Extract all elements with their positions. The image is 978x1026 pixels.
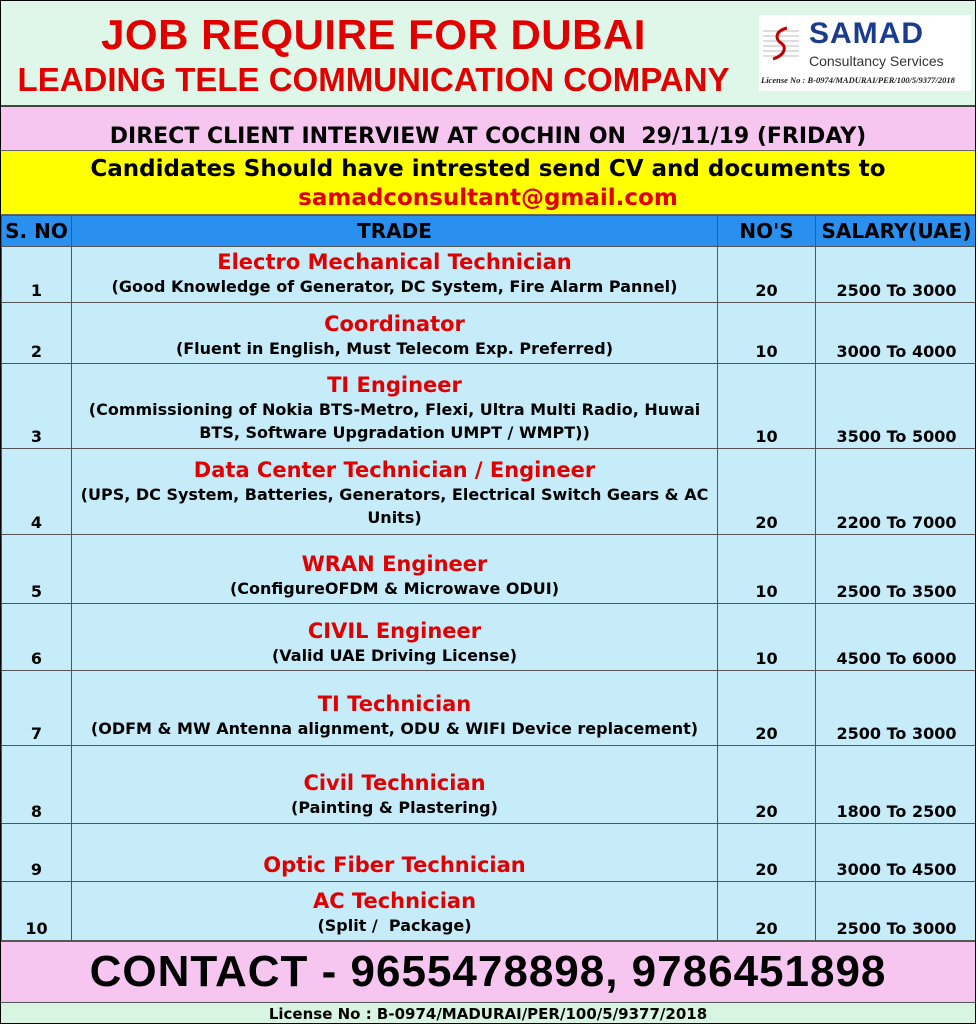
- row-sno: 10: [2, 882, 72, 941]
- job-title: Optic Fiber Technician: [263, 853, 526, 877]
- table-row: [2, 604, 977, 671]
- row-salary: 2200 To 7000: [816, 449, 977, 535]
- table-row: [2, 303, 977, 364]
- row-sno: 5: [2, 535, 72, 604]
- row-sno: 1: [2, 247, 72, 303]
- row-trade: [72, 604, 718, 671]
- interview-banner: [1, 107, 975, 151]
- row-salary: 3000 To 4000: [816, 303, 977, 364]
- row-nos: 20: [718, 449, 816, 535]
- job-desc: (Painting & Plastering): [291, 798, 498, 817]
- table-row: [2, 746, 977, 824]
- col-header-salary: SALARY(UAE): [816, 216, 977, 247]
- job-title: Civil Technician: [303, 771, 486, 795]
- job-title: TI Engineer: [327, 373, 462, 397]
- job-title: TI Technician: [317, 692, 472, 716]
- row-salary: 2500 To 3000: [816, 882, 977, 941]
- poster-title: JOB REQUIRE FOR DUBAI: [101, 11, 646, 58]
- job-title: Coordinator: [324, 312, 465, 336]
- apply-text: Candidates Should have intrested send CV and documents to: [90, 156, 886, 182]
- row-sno: 8: [2, 746, 72, 824]
- apply-banner: [1, 151, 975, 215]
- job-title: WRAN Engineer: [301, 552, 488, 576]
- table-row: [2, 535, 977, 604]
- row-nos: 20: [718, 247, 816, 303]
- col-header-sno: S. NO: [2, 216, 72, 247]
- job-desc: (ODFM & MW Antenna alignment, ODU & WIFI Device replacement): [90, 719, 699, 738]
- job-desc: (ConfigureOFDM & Microwave ODUI): [229, 579, 560, 598]
- logo-name: SAMAD: [809, 17, 924, 50]
- poster-subtitle: LEADING TELE COMMUNICATION COMPANY: [17, 61, 730, 98]
- job-desc: (Valid UAE Driving License): [271, 646, 518, 665]
- job-desc: (Split / Package): [317, 916, 472, 935]
- row-sno: 4: [2, 449, 72, 535]
- table-row: [2, 671, 977, 746]
- row-salary: 3500 To 5000: [816, 364, 977, 449]
- table-row: [2, 364, 977, 449]
- logo-license: License No : B-0974/MADURAI/PER/100/5/9377/2018: [761, 75, 955, 85]
- row-sno: 3: [2, 364, 72, 449]
- table-row: [2, 449, 977, 535]
- table-header-row: [2, 216, 977, 247]
- job-title: AC Technician: [312, 889, 477, 913]
- row-nos: 10: [718, 604, 816, 671]
- jobs-table: [1, 215, 976, 941]
- col-header-nos: NO'S: [718, 216, 816, 247]
- job-desc: (Commissioning of Nokia BTS-Metro, Flexi, Ultra Multi Radio, Huwai BTS, Software Upgradation UMPT / WMPT)): [88, 400, 701, 442]
- row-salary: 4500 To 6000: [816, 604, 977, 671]
- row-sno: 9: [2, 824, 72, 882]
- row-trade: [72, 824, 718, 882]
- row-trade: [72, 247, 718, 303]
- samad-logo-icon: [761, 23, 801, 63]
- row-trade: [72, 746, 718, 824]
- row-sno: 2: [2, 303, 72, 364]
- footer-license: License No : B-0974/MADURAI/PER/100/5/9377/2018: [1, 1002, 975, 1024]
- row-salary: 2500 To 3500: [816, 535, 977, 604]
- job-title: Data Center Technician / Engineer: [193, 458, 596, 482]
- contact-banner[interactable]: CONTACT - 9655478898, 9786451898: [1, 941, 975, 1002]
- row-trade: [72, 535, 718, 604]
- job-title: Electro Mechanical Technician: [217, 250, 572, 274]
- row-sno: 6: [2, 604, 72, 671]
- job-desc: (Good Knowledge of Generator, DC System, Fire Alarm Pannel): [111, 277, 678, 296]
- row-salary: 1800 To 2500: [816, 746, 977, 824]
- table-row: [2, 824, 977, 882]
- col-header-trade: TRADE: [72, 216, 718, 247]
- row-sno: 7: [2, 671, 72, 746]
- row-trade: [72, 671, 718, 746]
- apply-email[interactable]: samadconsultant@gmail.com: [298, 185, 678, 211]
- job-desc: (Fluent in English, Must Telecom Exp. Preferred): [175, 339, 614, 358]
- table-row: [2, 247, 977, 303]
- row-trade: [72, 882, 718, 941]
- row-trade: [72, 449, 718, 535]
- job-desc: (UPS, DC System, Batteries, Generators, Electrical Switch Gears & AC Units): [80, 485, 709, 527]
- samad-logo: [759, 15, 971, 91]
- row-salary: 2500 To 3000: [816, 671, 977, 746]
- row-nos: 20: [718, 882, 816, 941]
- logo-tagline: Consultancy Services: [809, 53, 944, 69]
- job-title: CIVIL Engineer: [307, 619, 482, 643]
- interview-text: DIRECT CLIENT INTERVIEW AT COCHIN ON 29/11/19 (FRIDAY): [109, 124, 867, 149]
- row-nos: 20: [718, 746, 816, 824]
- row-trade: [72, 303, 718, 364]
- row-nos: 10: [718, 303, 816, 364]
- row-nos: 20: [718, 824, 816, 882]
- row-nos: 20: [718, 671, 816, 746]
- row-salary: 2500 To 3000: [816, 247, 977, 303]
- row-trade: [72, 364, 718, 449]
- row-nos: 10: [718, 535, 816, 604]
- poster-header: [1, 1, 975, 107]
- table-row: [2, 882, 977, 941]
- row-nos: 10: [718, 364, 816, 449]
- row-salary: 3000 To 4500: [816, 824, 977, 882]
